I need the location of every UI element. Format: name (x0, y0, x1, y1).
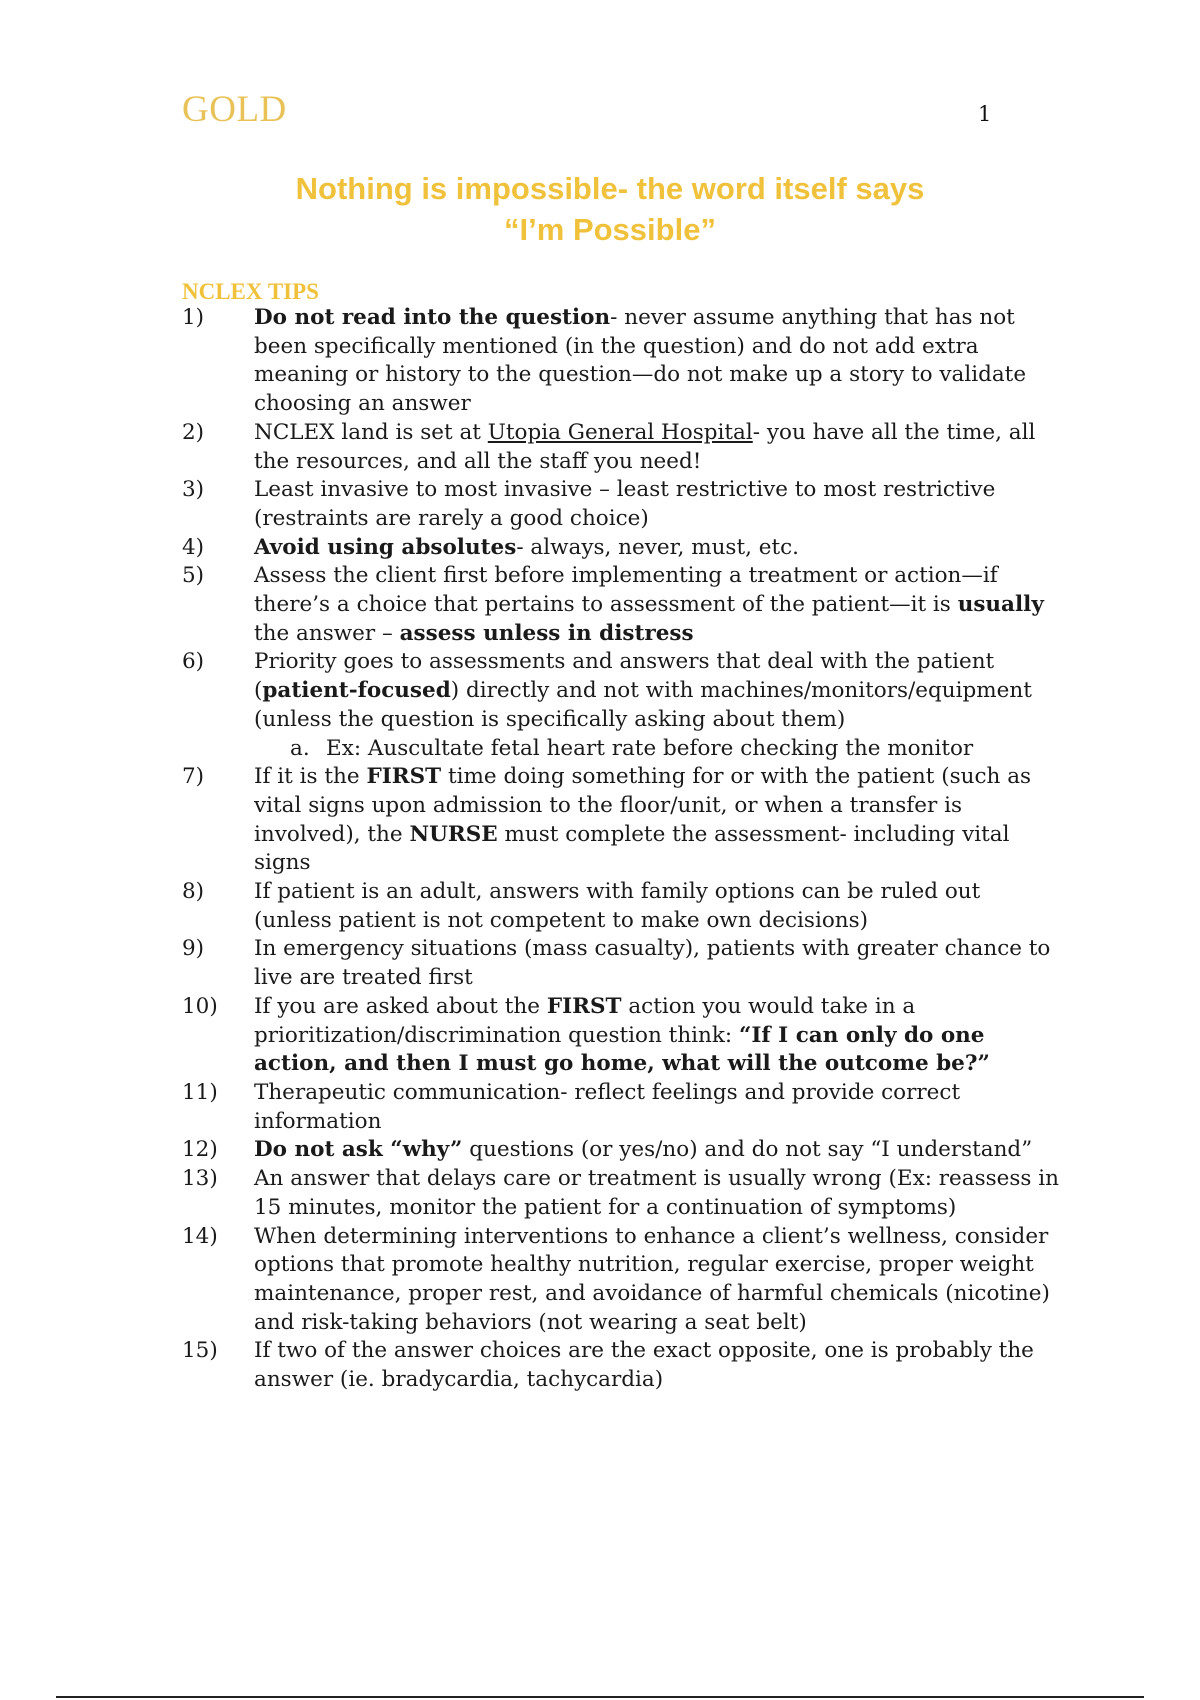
tip-item-10 (182, 993, 1062, 1079)
motto-line-1: Nothing is impossible- the word itself says (295, 171, 925, 206)
tip-text: Therapeutic communication- reflect feelings and provide correct information (254, 1079, 961, 1134)
tip-bold: usually (957, 592, 1044, 618)
tip-number: 8) (182, 879, 205, 905)
tip-6-subitem (182, 735, 1062, 764)
tip-text (254, 763, 1062, 878)
page-bottom-rule (56, 1696, 1144, 1698)
tip-text-segment: questions (or yes/no) and do not say “I understand” (462, 1137, 1033, 1163)
motto-line-2: “I’m Possible” (504, 212, 716, 247)
tip-bold: NURSE (409, 821, 498, 847)
tip-text: Least invasive to most invasive – least restrictive to most restrictive (restraints are rarely a good choice) (254, 477, 996, 531)
tip-text (254, 534, 1062, 563)
tip-item-9 (182, 935, 1062, 992)
tip-number: 13) (182, 1166, 218, 1192)
tip-text: In emergency situations (mass casualty), patients with greater chance to live are treated first (254, 936, 1051, 991)
tip-number: 15) (182, 1338, 218, 1364)
tip-number: 9) (182, 936, 205, 962)
tip-bold: Do not read into the question (254, 305, 611, 330)
tip-item-2 (182, 419, 1062, 476)
tip-number: 5) (182, 563, 205, 589)
tip-bold: “If I can only do one action, and then I must go home, what will the outcome be?” (254, 1022, 990, 1077)
tip-text-segment: Assess the client first before implementing a treatment or action—if there’s a choice that pertains to assessment of the patient—it is (254, 563, 998, 618)
tip-item-7 (182, 763, 1062, 878)
tip-number: 3) (182, 477, 205, 503)
tip-text-segment: Priority goes to assessments and answers that deal with the patient ( (254, 649, 995, 704)
tip-item-5 (182, 562, 1062, 648)
tip-text-segment: - you have all the time, all the resources, and all the staff you need! (254, 419, 1036, 474)
tip-bold: FIRST (546, 993, 622, 1019)
tip-text-segment: - never assume anything that has not been specifically mentioned (in the question) and do not add extra meaning or history to the question—do not make up a story to validate choosing an answer (254, 305, 1027, 417)
tip-text-segment: action you would take in a prioritization/discrimination question think: (254, 993, 916, 1048)
tip-text-segment: ) directly and not with machines/monitors/equipment (unless the question is specifically asking about them) (254, 678, 1032, 732)
tip-text: If patient is an adult, answers with family options can be ruled out (unless patient is not competent to make own decisions) (254, 879, 981, 933)
tip-text-segment: If it is the (254, 764, 367, 790)
tip-number: 6) (182, 649, 205, 675)
tip-text (254, 1136, 1062, 1165)
tip-item-3 (182, 476, 1062, 533)
tip-number: 7) (182, 764, 205, 790)
tip-item-6 (182, 648, 1062, 734)
tip-item-14 (182, 1223, 1062, 1338)
tip-underlined: Utopia General Hospital (487, 419, 753, 445)
tip-bold: patient-focused (262, 678, 451, 704)
tip-number: 2) (182, 419, 205, 445)
tip-bold: assess unless in distress (399, 620, 694, 646)
tip-text: An answer that delays care or treatment is usually wrong (Ex: reassess in 15 minutes, monitor the patient for a continuation of symptoms) (254, 1166, 1060, 1220)
tip-text-segment: If you are asked about the (254, 993, 547, 1019)
tip-text-segment: the answer – (254, 620, 400, 646)
motto-heading (240, 168, 980, 250)
tip-text-segment: must complete the assessment- including vital signs (254, 821, 1010, 876)
tip-text (254, 304, 1062, 419)
tip-item-4 (182, 534, 1062, 563)
tip-number: 14) (182, 1223, 218, 1249)
tip-text: When determining interventions to enhance a client’s wellness, consider options that promote healthy nutrition, regular exercise, proper weight maintenance, proper rest, and avoidance of harmful chemicals (nicotine) and risk-taking behaviors (not wearing a seat belt) (254, 1223, 1050, 1335)
tip-number: 11) (182, 1079, 218, 1105)
tip-item-8 (182, 878, 1062, 935)
tips-list (182, 304, 1062, 1395)
tip-item-1 (182, 304, 1062, 419)
page-number: 1 (978, 102, 992, 126)
tip-text (254, 993, 1062, 1079)
section-title: NCLEX TIPS (182, 279, 319, 304)
tip-item-13 (182, 1165, 1062, 1222)
tip-item-15 (182, 1337, 1062, 1394)
subitem-text: Ex: Auscultate fetal heart rate before checking the monitor (326, 735, 974, 761)
tip-number: 1) (182, 305, 205, 330)
tip-bold: FIRST (366, 764, 442, 790)
tip-number: 10) (182, 993, 218, 1019)
brand-header: GOLD (182, 89, 287, 130)
tip-number: 4) (182, 534, 205, 560)
tip-item-11 (182, 1079, 1062, 1136)
tip-text (254, 562, 1062, 648)
tip-text: If two of the answer choices are the exact opposite, one is probably the answer (ie. bradycardia, tachycardia) (254, 1338, 1034, 1393)
tip-text (254, 419, 1062, 476)
tip-bold: Avoid using absolutes (254, 534, 517, 560)
tip-bold: Do not ask “why” (254, 1137, 463, 1163)
subitem-letter: a. (290, 735, 310, 761)
tip-text (254, 648, 1062, 734)
tip-text-segment: - always, never, must, etc. (516, 534, 800, 560)
tip-number: 12) (182, 1137, 218, 1163)
tip-text-segment: NCLEX land is set at (254, 419, 488, 445)
tip-text-segment: time doing something for or with the patient (such as vital signs upon admission to the floor/unit, or when a transfer is involved), the (254, 764, 1032, 847)
tip-item-12 (182, 1136, 1062, 1165)
